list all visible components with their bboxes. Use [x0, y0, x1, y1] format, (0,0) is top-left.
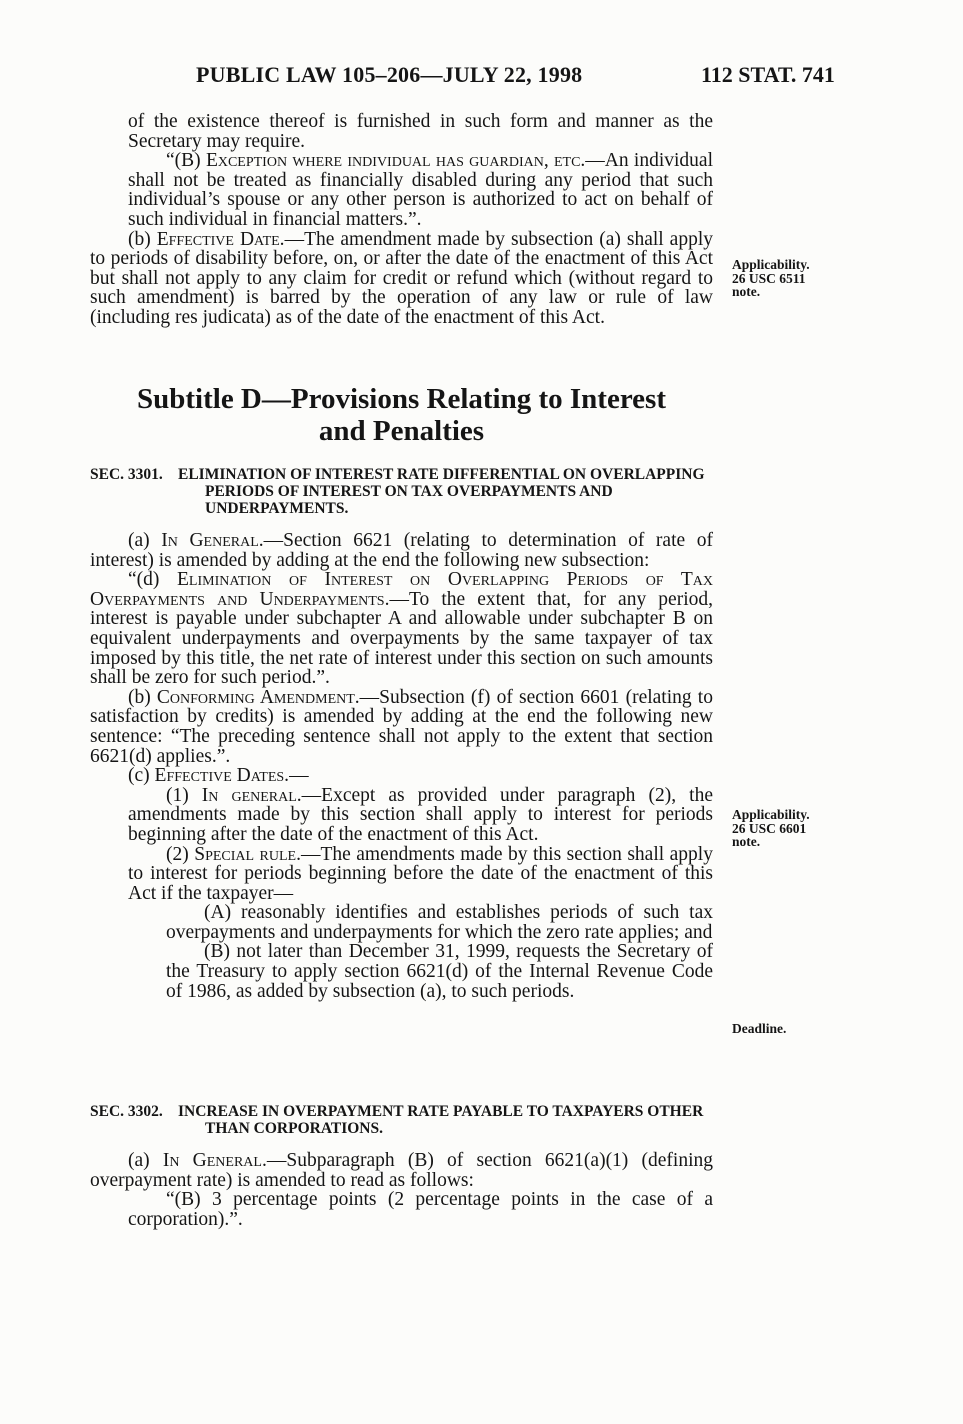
- effective-date-paragraph: (b) Effective Date.—The amendment made by subsection (a) shall apply to periods of disability before, on, or after the date of the enactment of this Act but shall not apply to any claim for credit or refund which (without regard to such amendment) is barred by the operation of any law or rule of law (including res judicata) as of the date of the enactment of this Act.: [90, 228, 713, 328]
- top-continuation-block: [90, 112, 713, 328]
- margin-note-deadline: Deadline.: [732, 1021, 787, 1036]
- subtitle-heading: [90, 383, 713, 447]
- section-3301-heading: [90, 466, 713, 517]
- effective-date-heading: Effective Date.: [156, 228, 285, 250]
- running-header: [0, 62, 963, 92]
- section-3302-title: INCREASE IN OVERPAYMENT RATE PAYABLE TO TAXPAYERS OTHER THAN CORPORATIONS.: [178, 1103, 704, 1137]
- subtitle-line-2: and Penalties: [318, 415, 485, 447]
- section-3301-b: (b) Conforming Amendment.—Subsection (f) of section 6601 (relating to satisfaction by credits) is amended by adding at the end the following new sentence: “The preceding sentence shall not apply to the extent that section 6621(d) applies.”.: [90, 686, 713, 767]
- margin-note-applicability-6511: Applicability. 26 USC 6511 note.: [732, 257, 810, 299]
- section-3301-c-2-a: (A) reasonably identifies and establishes periods of such tax overpayments and underpayments for which the zero rate applies; and: [166, 902, 713, 943]
- section-3301-a: (a) In General.—Section 6621 (relating to determination of rate of interest) is amended by adding at the end the following new subsection:: [90, 530, 713, 571]
- continuation-paragraph: of the existence thereof is furnished in such form and manner as the Secretary may require.: [128, 111, 713, 152]
- section-3301-c-2: (2) Special rule.—The amendments made by this section shall apply to interest for periods beginning before the date of the enactment of this Act if the taxpayer—: [128, 843, 713, 904]
- section-3302-number: SEC. 3302.: [90, 1103, 163, 1120]
- subparagraph-b-heading: Exception where individual has guardian, etc.: [205, 150, 586, 172]
- header-public-law: PUBLIC LAW 105–206—JULY 22, 1998: [196, 62, 583, 87]
- section-3301-c-1: (1) In general.—Except as provided under paragraph (2), the amendments made by this section shall apply to interest for periods beginning after the date of the enactment of this Act.: [128, 784, 713, 845]
- section-3301: [90, 466, 713, 1001]
- section-3302: [90, 1103, 713, 1229]
- section-3301-number: SEC. 3301.: [90, 466, 163, 483]
- subparagraph-b-guardian: “(B) Exception where individual has guardian, etc.—An individual shall not be treated as financially disabled during any period that such individual’s spouse or any other person is authorized to act on behalf of such individual in financial matters.”.: [128, 150, 713, 230]
- section-3301-title: ELIMINATION OF INTEREST RATE DIFFERENTIAL ON OVERLAPPING PERIODS OF INTEREST ON TAX OVERPAYMENTS AND UNDERPAYMENTS.: [178, 466, 705, 517]
- section-3302-heading: [90, 1103, 713, 1137]
- section-3301-c-2-b: (B) not later than December 31, 1999, requests the Secretary of the Treasury to apply section 6621(d) of the Internal Revenue Code of 1986, as added by subsection (a), to such periods.: [166, 941, 713, 1002]
- section-3302-a: (a) In General.—Subparagraph (B) of section 6621(a)(1) (defining overpayment rate) is amended to read as follows:: [90, 1150, 713, 1191]
- section-3301-c: (c) Effective Dates.—: [128, 765, 309, 787]
- subtitle-line-1: Subtitle D—Provisions Relating to Interest: [137, 383, 666, 415]
- header-stat-page: 112 STAT. 741: [701, 62, 835, 87]
- section-3302-quoted-b: “(B) 3 percentage points (2 percentage points in the case of a corporation).”.: [128, 1189, 713, 1230]
- margin-note-applicability-6601: Applicability. 26 USC 6601 note.: [732, 807, 810, 849]
- section-3301-new-subsection-d: “(d) Elimination of Interest on Overlapping Periods of Tax Overpayments and Underpayments.—To the extent that, for any period, interest is payable under subchapter A and allowable under subchapter B on equivalent underpayments and overpayments by the same taxpayer of tax imposed by this title, the net rate of interest under this section on such amounts shall be zero for such period.”.: [90, 569, 713, 689]
